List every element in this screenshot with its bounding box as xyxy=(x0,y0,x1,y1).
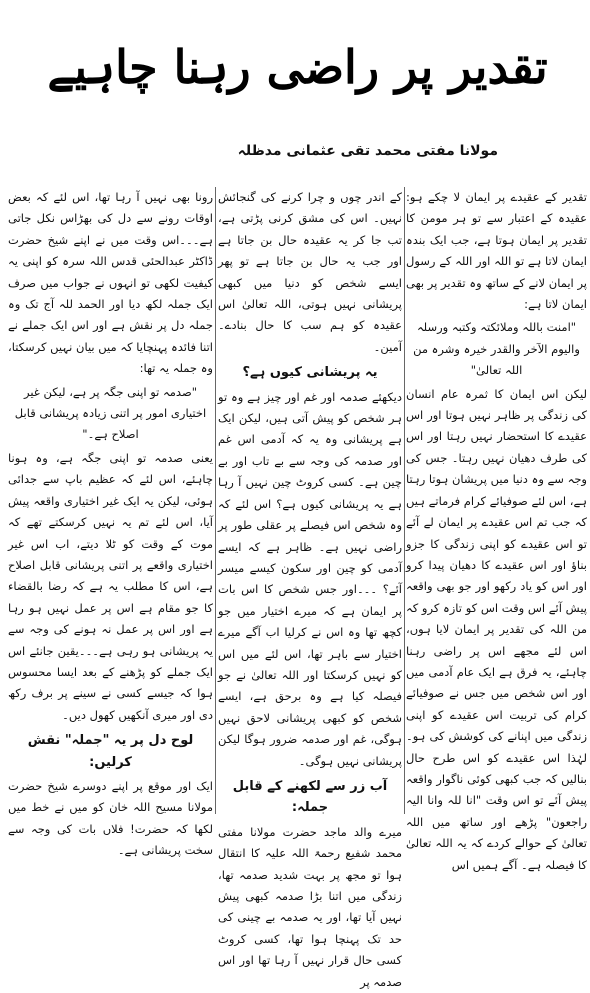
paragraph: میرے والد ماجد حضرت مولانا مفتی محمد شفیع رحمۃ اللہ علیہ کا انتقال ہوا تو مجھ پر بہت شدید صدمہ تھا، زندگی میں اتنا بڑا صدمہ کبھی پیش نہیں آیا تھا، اور یہ صدمہ بے چینی کی حد تک پہنچا ہوا تھا، کسی کروٹ کسی حال قرار نہیں آ رہا تھا اور اس صدمہ پر xyxy=(218,824,402,989)
paragraph: رونا بھی نہیں آ رہا تھا، اس لئے کہ بعض اوقات رونے سے دل کی بھڑاس نکل جاتی ہے۔۔۔اس وقت میں نے اپنے شیخ حضرت ڈاکٹر عبدالحئی قدس اللہ سرہ کو اپنی یہ کیفیت لکھی تو انہوں نے جواب میں صرف ایک جملہ لکھ دیا اور الحمد للہ آج تک وہ جملہ دل پر نقش ہے اور اس ایک جملے نے اتنا فائدہ پہنچایا کہ میں بیان نہیں کرسکتا، وہ جملہ یہ تھا: xyxy=(8,190,213,376)
column-divider xyxy=(404,187,405,814)
paragraph: یعنی صدمہ تو اپنی جگہ ہے، وہ ہونا چاہئے، اس لئے کہ عظیم باپ سے جدائی ہوئی، لیکن یہ ایک غیر اختیاری واقعہ پیش آیا، اس لئے تم یہ نہیں کرسکتے تھے کہ موت کے وقت کو ٹلا دیتے، اب اس غیر اختیاری واقعے پر اتنی پریشانی قابل اصلاح ہے، اس کا مطلب یہ ہے کہ رضا بالقضاء کا جو مقام ہے اس پر عمل نہیں ہو رہا ہے اور اس پر عمل نہ ہونے کی وجہ سے یہ پریشانی ہو رہی ہے۔۔۔یقین جانئے اس ایک جملے کو پڑھنے کے بعد ایسا محسوس ہوا کہ جیسے کسی نے سینے پر برف رکھ دی اور میری آنکھیں کھول دیں۔ xyxy=(8,450,213,722)
paragraph: کے اندر چوں و چرا کرنے کی گنجائش نہیں۔ اس کی مشق کرنی پڑتی ہے، تب جا کر یہ عقیدہ حال بن جاتا ہے اور جب یہ حال بن جاتا ہے تو پھر ایسے شخص کو دنیا میں کبھی پریشانی نہیں ہوتی، اللہ تعالیٰ اس عقیدہ کو ہم سب کا حال بنادے۔ آمین۔ xyxy=(218,190,402,354)
paragraph: ایک اور موقع پر اپنے دوسرے شیخ حضرت مولانا مسیح اللہ خان کو میں نے خط میں لکھا کہ حضرت! فلاں بات کی وجہ سے سخت پریشانی ہے۔ xyxy=(8,778,213,858)
column-middle xyxy=(218,187,402,989)
section-heading: لوح دل پر یہ "جملہ" نقش کرلیں: xyxy=(27,733,194,770)
article-title: تقدیر پر راضی رہنا چاہیے xyxy=(47,40,548,94)
paragraph: لیکن اس ایمان کا ثمرہ عام انسان کی زندگی پر ظاہر نہیں ہوتا اور اس عقیدے کا استحضار نہیں رہتا اور اس کی طرف دھیان نہیں رہتا۔ جس کی وجہ سے وہ دنیا میں پریشان ہوتا رہتا ہے، اس لئے صوفیائے کرام فرماتے ہیں کہ جب تم اس عقیدے پر ایمان لے آئے تو اس عقیدے کو اپنی زندگی کا جزو بناؤ اور اس عقیدے کا دھیان پیدا کرو اور اس کو یاد رکھو اور جو بھی واقعہ پیش آئے اس وقت اس کو تازہ کرو کہ من اللہ کی تقدیر پر ایمان لایا ہوں، اس لئے مجھے اس پر راضی رہنا چاہئے، یہ فرق ہے ایک عام آدمی میں اور اس شخص میں جس نے صوفیائے کرام کی تربیت اس عقیدے کو اپنی زندگی میں اپنانے کی کوشش کی ہو۔ لہٰذا اس عقیدے کو اس طرح حال بنالیں کہ جب کبھی کوئی ناگوار واقعہ پیش آئے تو اس وقت "انا للہ وانا الیہ راجعون" پڑھے اور ساتھ میں اللہ تعالیٰ کے حوالے کردے کہ یہ اللہ تعالیٰ کا فیصلہ ہے۔ آگے ہمیں اس xyxy=(406,386,587,872)
author-byline: مولانا مفتی محمد تقی عثمانی مدظلہ xyxy=(237,143,498,159)
paragraph: دیکھئے صدمہ اور غم اور چیز ہے وہ تو ہر شخص کو پیش آتی ہیں، لیکن ایک ہے پریشانی وہ یہ کہ آدمی اس غم اور صدمہ کی وجہ سے بے تاب اور بے چین ہے۔ کسی کروٹ چین نہیں آ رہا ہے یہ پریشانی کیوں ہے؟ اس لئے کہ وہ شخص اس فیصلے پر عقلی طور پر راضی نہیں ہے۔ ظاہر ہے کہ ایسے آدمی کو چین اور سکون کیسے میسر آئے؟ ۔۔۔اور جس شخص کا اس بات پر ایمان ہے کہ میرے اختیار میں جو کچھ تھا وہ اس نے کرلیا اب آگے میرے اختیار سے باہر تھا، اس لئے میں اس کو نہیں کرسکتا اور اللہ تعالیٰ نے جو فیصلہ کیا ہے وہ برحق ہے، ایسے شخص کو کبھی پریشانی لاحق نہیں ہوگی، غم اور صدمہ ضرور ہوگا لیکن پریشانی نہیں ہوگی۔ xyxy=(218,389,402,768)
column-left xyxy=(8,187,213,858)
quote: "امنت باللہ وملائکتہ وکتبہ ورسلہ والیوم الآخر والقدر خیرہ وشرہ من اللہ تعالیٰ" xyxy=(413,320,580,378)
column-divider xyxy=(215,187,216,814)
section-heading: یہ پریشانی کیوں ہے؟ xyxy=(242,365,378,381)
section-heading: آب زر سے لکھنے کے قابل جملہ: xyxy=(232,778,388,816)
paragraph: تقدیر کے عقیدے پر ایمان لا چکے ہو: عقیدہ کے اعتبار سے تو ہر مومن کا تقدیر پر ایمان ہوتا ہے، جب ایک بندہ ایمان لاتا ہے تو اللہ اور اللہ کے رسول پر ایمان لانے کے ساتھ وہ تقدیر پر بھی ایمان لاتا ہے: xyxy=(406,190,587,312)
quote: "صدمہ تو اپنی جگہ پر ہے، لیکن غیر اختیاری امور پر اتنی زیادہ پریشانی قابل اصلاح ہے۔" xyxy=(14,384,207,442)
column-right xyxy=(406,187,587,872)
